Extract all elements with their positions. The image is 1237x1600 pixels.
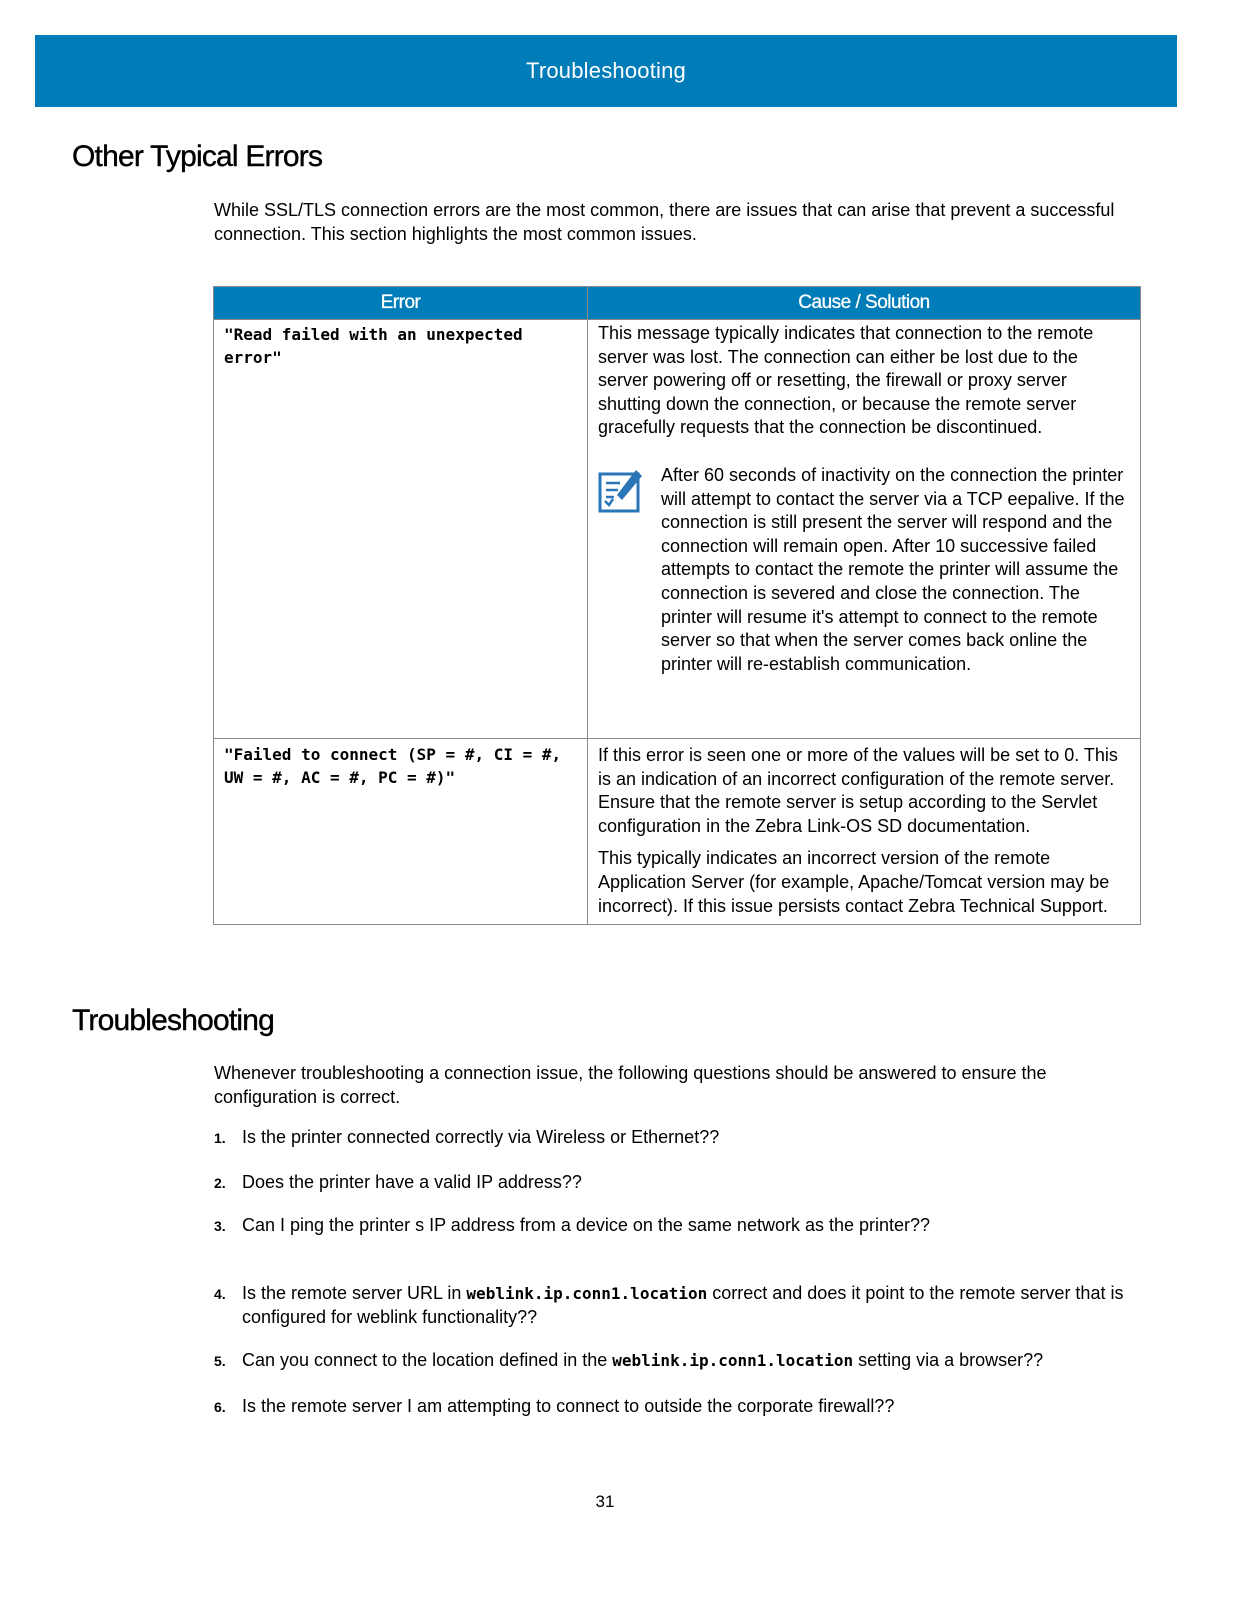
list-item-text-start: Is the remote server URL in	[242, 1283, 467, 1303]
note-block	[598, 464, 1128, 676]
list-item	[214, 1282, 1144, 1329]
list-item-text-start: Can you connect to the location defined in the	[242, 1350, 613, 1370]
list-item-text-end: correct and does it point to the remote server that is configured for weblink functionality??	[242, 1283, 1124, 1327]
section-heading-troubleshooting: Troubleshooting	[72, 1004, 275, 1037]
list-item-text: Is the remote server I am attempting to connect to outside the corporate firewall??	[242, 1396, 895, 1416]
section-intro-troubleshooting: Whenever troubleshooting a connection issue, the following questions should be answered to ensure the configuration is correct.	[214, 1063, 1047, 1107]
cause-cell	[588, 739, 1141, 925]
list-item	[214, 1126, 1144, 1150]
error-column-header: Error	[214, 287, 588, 320]
list-item-text	[242, 1349, 1144, 1373]
header-banner	[35, 35, 1177, 107]
list-item	[214, 1349, 1144, 1373]
list-item	[214, 1171, 1144, 1195]
cause-cell	[588, 320, 1141, 739]
config-key: weblink.ip.conn1.location	[466, 1284, 708, 1303]
list-item-text: Is the printer connected correctly via Wireless or Ethernet??	[242, 1127, 720, 1147]
table-row	[214, 320, 1141, 739]
page-number: 31	[595, 1492, 615, 1511]
error-message-cell: "Read failed with an unexpected error"	[214, 320, 588, 739]
list-item-number: 3.	[214, 1218, 226, 1234]
cause-column-header: Cause / Solution	[588, 287, 1141, 320]
list-item	[214, 1214, 1144, 1238]
list-item-text: Does the printer have a valid IP address??	[242, 1172, 582, 1192]
note-pencil-icon	[598, 464, 661, 676]
list-item-number: 5.	[214, 1353, 226, 1369]
list-item-number: 6.	[214, 1399, 226, 1415]
error-table-header-row	[214, 287, 1141, 320]
cause-text: This message typically indicates that connection to the remote server was lost. The connection can either be lost due to the server powering off or resetting, the firewall or proxy server shutting down the connection, or because the remote server gracefully requests that the connection be discontinued.	[598, 323, 1094, 438]
section-heading-other-typical-errors: Other Typical Errors	[72, 140, 323, 173]
error-table	[213, 286, 1141, 925]
list-item-text: Can I ping the printer s IP address from a device on the same network as the printer??	[242, 1215, 931, 1235]
list-item	[214, 1395, 1144, 1419]
header-title: Troubleshooting	[526, 58, 686, 83]
table-row	[214, 739, 1141, 925]
error-message-cell: "Failed to connect (SP = #, CI = #, UW = #, AC = #, PC = #)"	[214, 739, 588, 925]
cause-text: If this error is seen one or more of the values will be set to 0. This is an indication of an incorrect configuration of the remote server. Ensure that the remote server is setup according to the Servlet configuration in the Zebra Link-OS SD documentation.	[598, 745, 1118, 836]
section-intro-other-errors: While SSL/TLS connection errors are the most common, there are issues that can arise that prevent a successful connection. This section highlights the most common issues.	[214, 200, 1115, 244]
note-text: After 60 seconds of inactivity on the connection the printer will attempt to contact the server via a TCP eepalive. If the connection is still present the server will respond and the connection will remain open. After 10 successive failed attempts to contact the remote the printer will assume the connection is severed and close the connection. The printer will resume it's attempt to connect to the remote server so that when the server comes back online the printer will re-establish communication.	[661, 464, 1125, 674]
list-item-number: 4.	[214, 1286, 226, 1302]
cause-text-secondary: This typically indicates an incorrect version of the remote Application Server (for example, Apache/Tomcat version may be incorrect). If this issue persists contact Zebra Technical Support.	[598, 848, 1110, 916]
list-item-number: 2.	[214, 1175, 226, 1191]
list-item-text-end: setting via a browser??	[853, 1350, 1044, 1370]
list-item-number: 1.	[214, 1130, 226, 1146]
config-key: weblink.ip.conn1.location	[612, 1351, 854, 1370]
list-item-text	[242, 1282, 1144, 1329]
